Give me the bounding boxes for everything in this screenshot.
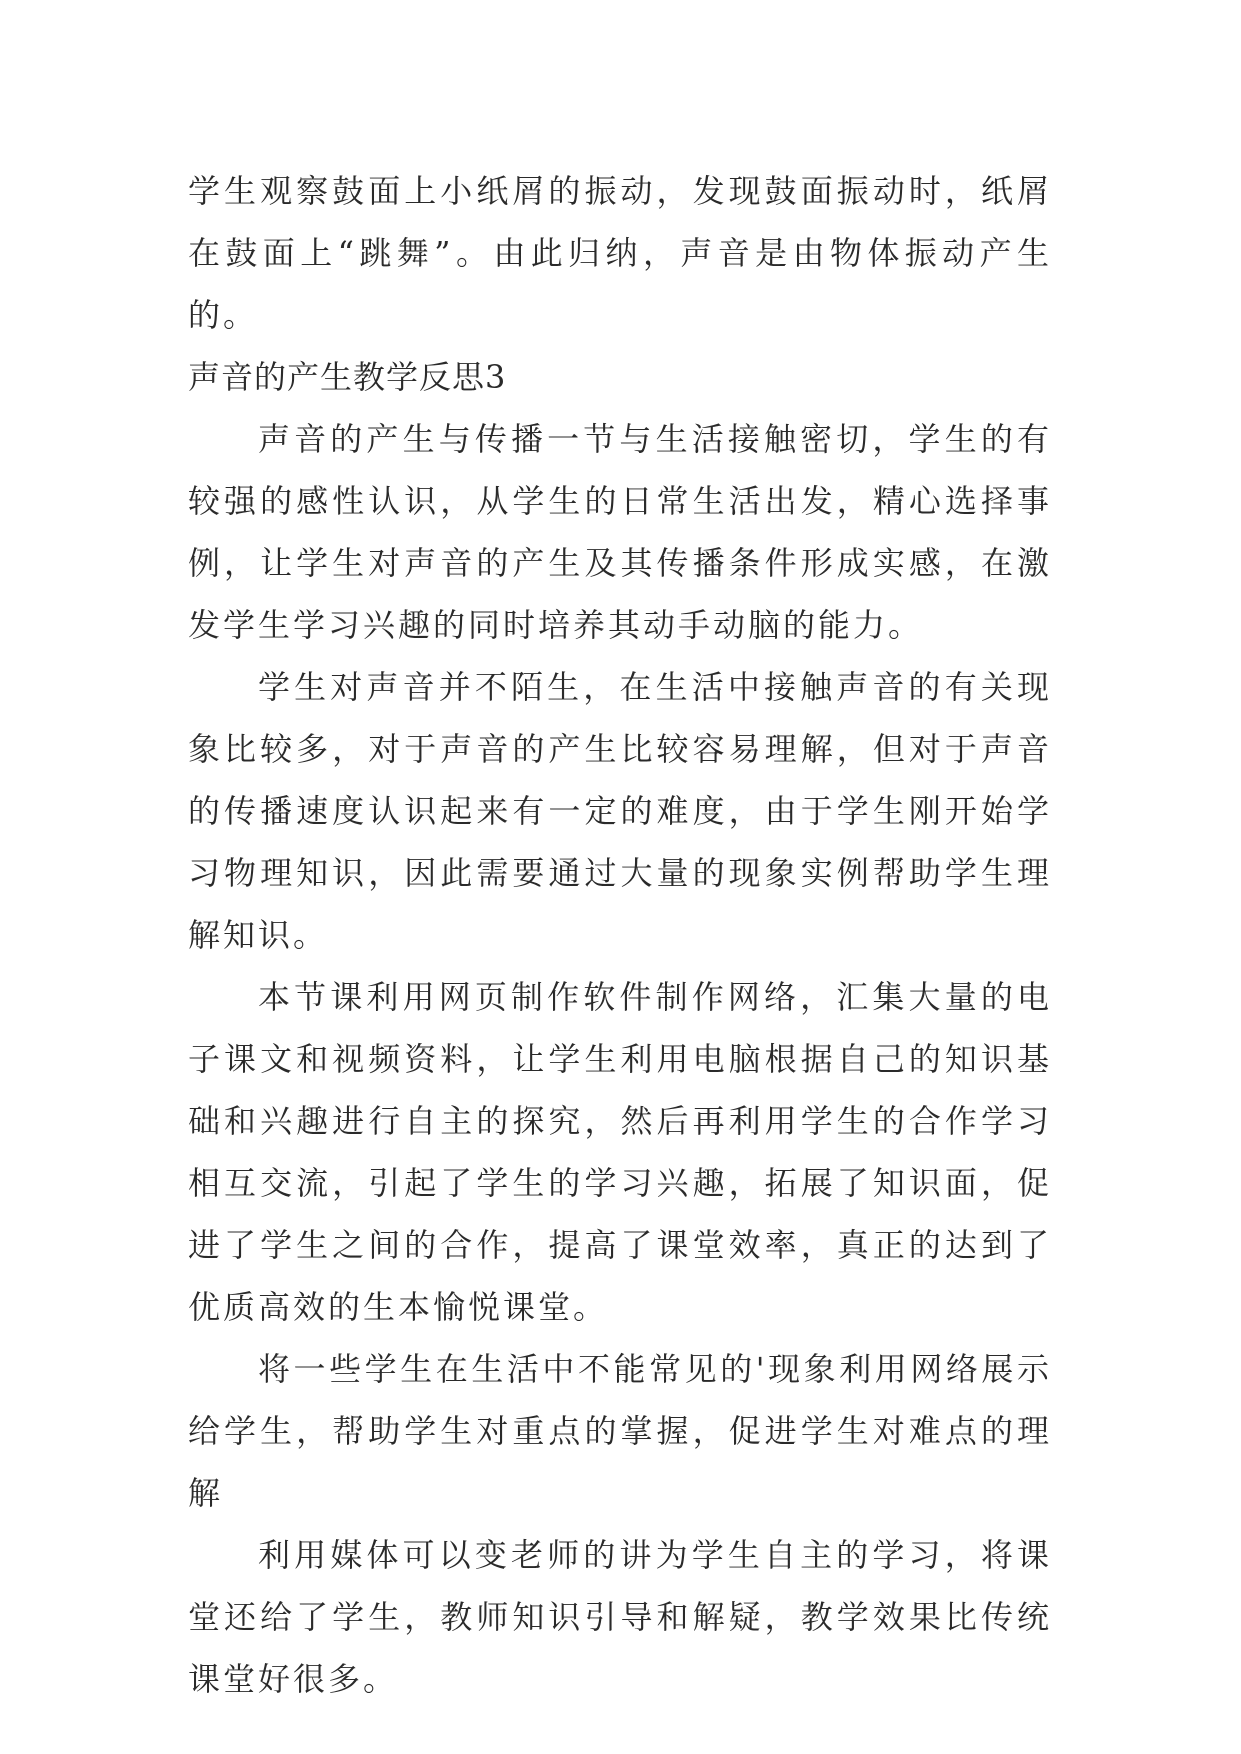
section-heading: 声音的产生教学反思3 (188, 358, 507, 396)
body-paragraph-4: 将一些学生在生活中不能常见的'现象利用网络展示给学生，帮助学生对重点的掌握，促进学生对难点的理解 (188, 1350, 1052, 1512)
body-paragraph-1: 声音的产生与传播一节与生活接触密切，学生的有较强的感性认识，从学生的日常生活出发，精心选择事例，让学生对声音的产生及其传播条件形成实感，在激发学生学习兴趣的同时培养其动手动脑的能力。 (188, 420, 1052, 644)
body-paragraph-2: 学生对声音并不陌生，在生活中接触声音的有关现象比较多，对于声音的产生比较容易理解，但对于声音的传播速度认识起来有一定的难度，由于学生刚开始学习物理知识，因此需要通过大量的现象实例帮助学生理解知识。 (188, 668, 1052, 954)
document-body (188, 160, 1052, 1710)
body-paragraph-5: 利用媒体可以变老师的讲为学生自主的学习，将课堂还给了学生，教师知识引导和解疑，教学效果比传统课堂好很多。 (188, 1536, 1052, 1698)
body-paragraph-3: 本节课利用网页制作软件制作网络，汇集大量的电子课文和视频资料，让学生利用电脑根据自己的知识基础和兴趣进行自主的探究，然后再利用学生的合作学习相互交流，引起了学生的学习兴趣，拓展了知识面，促进了学生之间的合作，提高了课堂效率，真正的达到了优质高效的生本愉悦课堂。 (188, 978, 1052, 1326)
intro-paragraph: 学生观察鼓面上小纸屑的振动，发现鼓面振动时，纸屑在鼓面上“跳舞”。由此归纳，声音是由物体振动产生的。 (188, 172, 1052, 334)
